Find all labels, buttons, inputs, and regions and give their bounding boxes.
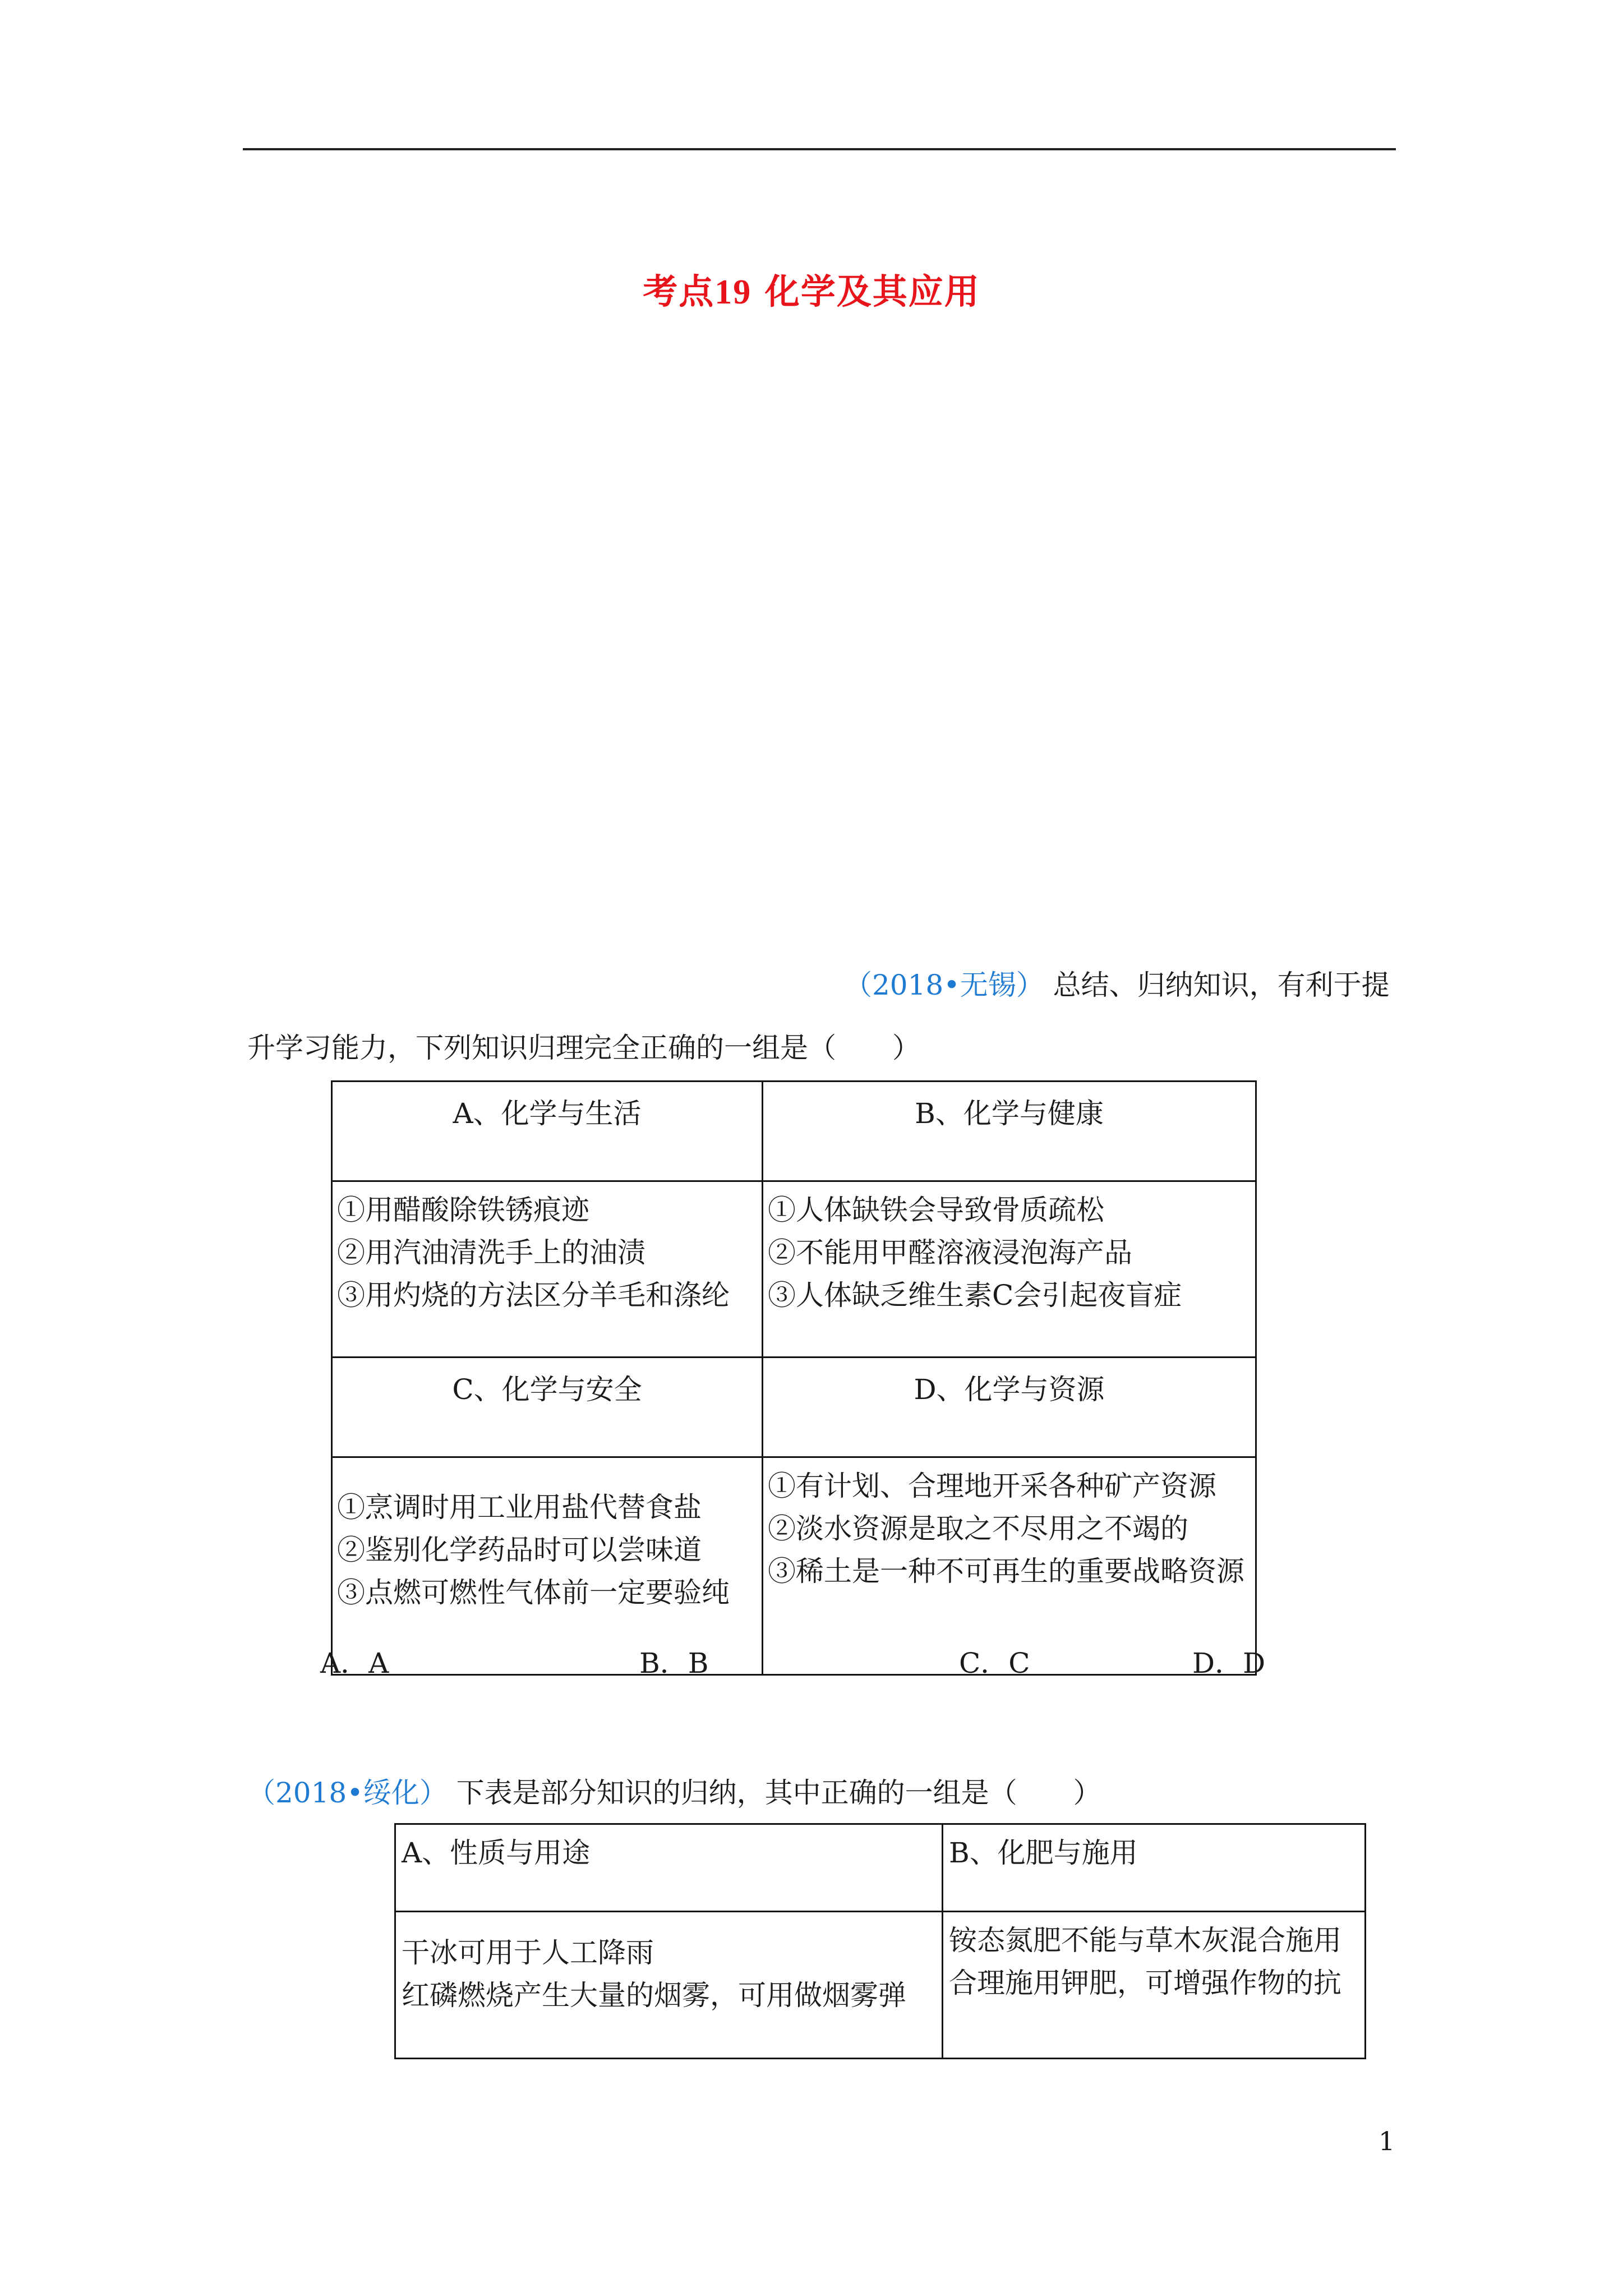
q2-stem-text: 下表是部分知识的归纳，其中正确的一组是（ ） [456, 1777, 1101, 1809]
list-item: ②不能用甲醛溶液浸泡海产品 [768, 1236, 1132, 1269]
list-item: ①有计划、合理地开采各种矿产资源 [768, 1470, 1216, 1502]
list-item: ②用汽油清洗手上的油渍 [337, 1236, 645, 1269]
page-number: 1 [1378, 2126, 1395, 2156]
list-item: ①用醋酸除铁锈痕迹 [337, 1194, 589, 1226]
list-item: 干冰可用于人工降雨 [402, 1936, 654, 1969]
q1-stem-line2: 升学习能力，下列知识归理完全正确的一组是（ ） [247, 1032, 920, 1064]
q2-knowledge-table [394, 1823, 1366, 2059]
q1-option-b[interactable]: B．B [639, 1647, 709, 1680]
q2-stem [247, 1776, 1101, 1810]
list-item: ①人体缺铁会导致骨质疏松 [768, 1194, 1104, 1226]
list-item: 红磷燃烧产生大量的烟雾，可用做烟雾弹 [402, 1979, 906, 2012]
header-rule [243, 148, 1396, 150]
title-number: 19 [714, 273, 752, 311]
list-item: 合理施用钾肥，可增强作物的抗 [949, 1967, 1341, 1999]
page-title [0, 264, 1623, 314]
q1-cell-B-items [763, 1181, 1256, 1358]
title-rest: 化学及其应用 [764, 271, 980, 312]
q1-option-d[interactable]: D．D [1192, 1647, 1266, 1680]
q2-cell-A-items [395, 1912, 943, 2059]
q1-cell-B-title: B、化学与健康 [763, 1082, 1256, 1181]
q1-cell-C-items [332, 1457, 763, 1675]
q1-cell-D-items [763, 1457, 1256, 1675]
list-item: ③用灼烧的方法区分羊毛和涤纶 [337, 1279, 730, 1312]
q1-cell-C-title: C、化学与安全 [332, 1358, 763, 1457]
list-item: ③人体缺乏维生素C会引起夜盲症 [768, 1279, 1182, 1312]
q2-source: （2018•绥化） [247, 1777, 448, 1809]
title-prefix: 考点 [643, 271, 715, 312]
q1-option-c[interactable]: C．C [959, 1647, 1030, 1680]
q1-option-a[interactable]: A．A [320, 1647, 389, 1680]
list-item: ③稀土是一种不可再生的重要战略资源 [768, 1555, 1244, 1588]
q2-cell-B-items [943, 1912, 1366, 2059]
q1-knowledge-table [331, 1080, 1257, 1676]
list-item: 铵态氮肥不能与草木灰混合施用 [949, 1924, 1341, 1957]
q1-first-line [844, 968, 1390, 1002]
q1-source: （2018•无锡） [844, 969, 1044, 1001]
q2-cell-A-title: A、性质与用途 [395, 1824, 943, 1912]
q1-cell-D-title: D、化学与资源 [763, 1358, 1256, 1457]
q1-stem-line1: 总结、归纳知识，有利于提 [1053, 969, 1390, 1001]
q1-cell-A-items [332, 1181, 763, 1358]
list-item: ②淡水资源是取之不尽用之不竭的 [768, 1512, 1188, 1545]
q1-cell-A-title: A、化学与生活 [332, 1082, 763, 1181]
list-item: ①烹调时用工业用盐代替食盐 [337, 1491, 702, 1524]
list-item: ③点燃可燃性气体前一定要验纯 [337, 1576, 730, 1609]
list-item: ②鉴别化学药品时可以尝味道 [337, 1534, 702, 1566]
q2-cell-B-title: B、化肥与施用 [943, 1824, 1366, 1912]
